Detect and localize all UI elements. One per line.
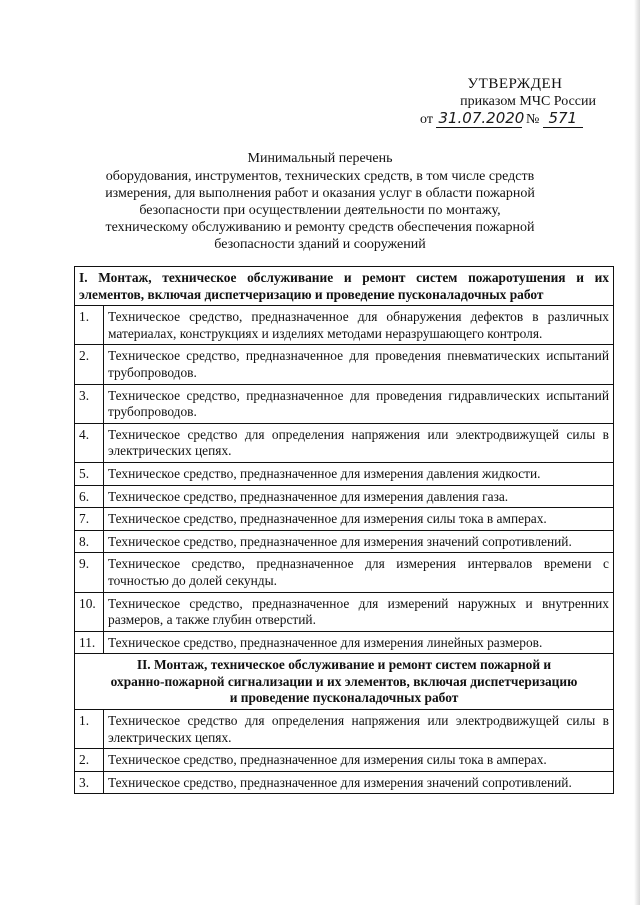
item-number: 4.: [75, 423, 104, 462]
table-row: [75, 462, 614, 485]
title-line-1: Минимальный перечень: [247, 151, 393, 166]
approval-block: [420, 76, 610, 128]
item-number: 6.: [75, 485, 104, 508]
table-row: [75, 710, 614, 749]
scan-edge-shadow: [634, 0, 640, 905]
table-row: [75, 771, 614, 794]
table-row: [75, 508, 614, 531]
document-title: [100, 150, 540, 253]
item-number: 1.: [75, 710, 104, 749]
section-1-heading-line-1: I. Монтаж, техническое обслуживание и ремонт систем пожаротушения и их: [79, 270, 609, 285]
item-text: Техническое средство, предназначенное для измерения значений сопротивлений.: [104, 530, 614, 553]
equipment-table: [74, 266, 614, 794]
item-number: 11.: [75, 631, 104, 654]
item-number: 9.: [75, 553, 104, 592]
item-number: 10.: [75, 592, 104, 631]
approval-number-handwritten: 571: [543, 110, 583, 128]
section-2-heading: [75, 654, 614, 710]
item-number: 7.: [75, 508, 104, 531]
table-row: [75, 553, 614, 592]
item-number: 5.: [75, 462, 104, 485]
approval-number-sign: №: [525, 112, 540, 127]
item-text: Техническое средство, предназначенное для измерения силы тока в амперах.: [104, 508, 614, 531]
item-text: Техническое средство, предназначенное для измерения интервалов времени с точностью до долей секунды.: [104, 553, 614, 592]
section-2-heading-row: [75, 654, 614, 710]
section-2-heading-line-1: II. Монтаж, техническое обслуживание и ремонт систем пожарной и: [136, 657, 552, 673]
section-2-heading-line-3: и проведение пусконаладочных работ: [229, 690, 459, 706]
item-text: Техническое средство для определения напряжения или электродвижущей силы в электрических цепях.: [104, 423, 614, 462]
item-number: 1.: [75, 306, 104, 345]
approval-heading: УТВЕРЖДЕН: [467, 76, 563, 92]
table-row: [75, 749, 614, 772]
item-text: Техническое средство, предназначенное для обнаружения дефектов в различных материалах, конструкциях и изделиях методами неразрушающего контроля.: [104, 306, 614, 345]
item-text: Техническое средство, предназначенное для измерения давления жидкости.: [104, 462, 614, 485]
table-row: [75, 530, 614, 553]
item-number: 2.: [75, 749, 104, 772]
section-2-heading-line-2: охранно-пожарной сигнализации и их элементов, включая диспетчеризацию: [110, 673, 578, 689]
item-text: Техническое средство, предназначенное для измерения значений сопротивлений.: [104, 771, 614, 794]
item-number: 8.: [75, 530, 104, 553]
section-1-heading: [75, 267, 614, 306]
table-row: [75, 384, 614, 423]
table-row: [75, 485, 614, 508]
item-text: Техническое средство, предназначенное для измерения давления газа.: [104, 485, 614, 508]
section-1-heading-row: [75, 267, 614, 306]
table-row: [75, 592, 614, 631]
table-row: [75, 423, 614, 462]
section-1-heading-line-2: элементов, включая диспетчеризацию и проведение пусконаладочных работ: [79, 286, 544, 302]
approval-from-prefix: от: [420, 112, 433, 127]
approval-date-handwritten: 31.07.2020: [438, 109, 525, 127]
item-number: 3.: [75, 384, 104, 423]
item-text: Техническое средство для определения напряжения или электродвижущей силы в электрических цепях.: [104, 710, 614, 749]
item-text: Техническое средство, предназначенное для проведения гидравлических испытаний трубопроводов.: [104, 384, 614, 423]
item-text: Техническое средство, предназначенное для измерения линейных размеров.: [104, 631, 614, 654]
item-number: 2.: [75, 345, 104, 384]
item-number: 3.: [75, 771, 104, 794]
table-row: [75, 306, 614, 345]
approval-order: приказом МЧС России: [460, 94, 596, 109]
approval-date-line: [420, 110, 610, 128]
item-text: Техническое средство, предназначенное для измерения силы тока в амперах.: [104, 749, 614, 772]
table-row: [75, 345, 614, 384]
title-rest: оборудования, инструментов, технических средств, в том числе средств измерения, для выполнения работ и оказания услуг в области пожарной безопасности при осуществлении деятельности по монтажу, техническому обслуживанию и ремонту средств обеспечения пожарной безопасности зданий и сооружений: [105, 169, 535, 252]
item-text: Техническое средство, предназначенное для измерений наружных и внутренних размеров, а также глубин отверстий.: [104, 592, 614, 631]
item-text: Техническое средство, предназначенное для проведения пневматических испытаний трубопроводов.: [104, 345, 614, 384]
table-row: [75, 631, 614, 654]
